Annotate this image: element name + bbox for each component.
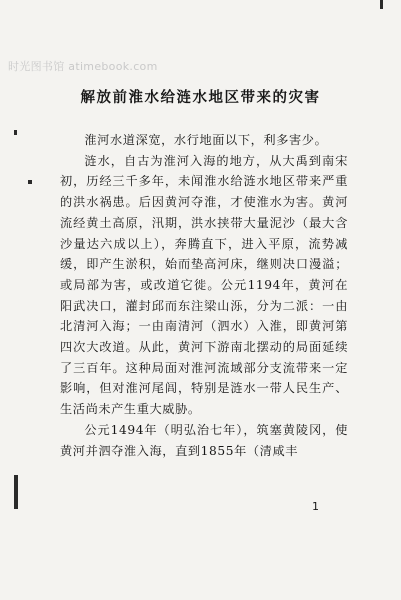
watermark: 时光图书馆 atimebook.com bbox=[8, 60, 158, 73]
body-text bbox=[60, 130, 348, 461]
scan-mark bbox=[28, 180, 32, 184]
page-title: 解放前淮水给涟水地区带来的灾害 bbox=[80, 89, 321, 106]
paragraph-1: 淮河水道深宽，水行地面以下，利多害少。 bbox=[84, 133, 328, 147]
paragraph-3: 公元1494年（明弘治七年），筑塞黄陵冈，使黄河并泗夺淮入海，直到1855年（清咸丰 bbox=[60, 422, 348, 458]
scan-mark bbox=[14, 130, 17, 135]
page-number: 1 bbox=[312, 500, 319, 513]
scan-mark bbox=[14, 475, 18, 509]
paragraph-2: 涟水，自古为淮河入海的地方，从大禹到南宋初，历经三千多年，未闻淮水给涟水地区带来严重的洪水祸患。后因黄河夺淮，才使淮水为害。黄河流经黄土高原，汛期，洪水挟带大量泥沙（最大含沙量达六成以上），奔腾直下，进入平原，流势减缓，即产生淤积，始而垫高河床，继则决口漫溢；或局部为害，或改道它徙。公元1194年，黄河在阳武决口，灌封邱而东注梁山泺，分为二派：一由北清河入海；一由南清河（泗水）入淮，即黄河第四次大改道。从此，黄河下游南北摆动的局面延续了三百年。这种局面对淮河流域部分支流带来一定影响，但对淮河尾闾，特别是涟水一带人民生产、生活尚未产生重大威胁。 bbox=[60, 153, 348, 417]
scan-mark bbox=[380, 0, 383, 9]
